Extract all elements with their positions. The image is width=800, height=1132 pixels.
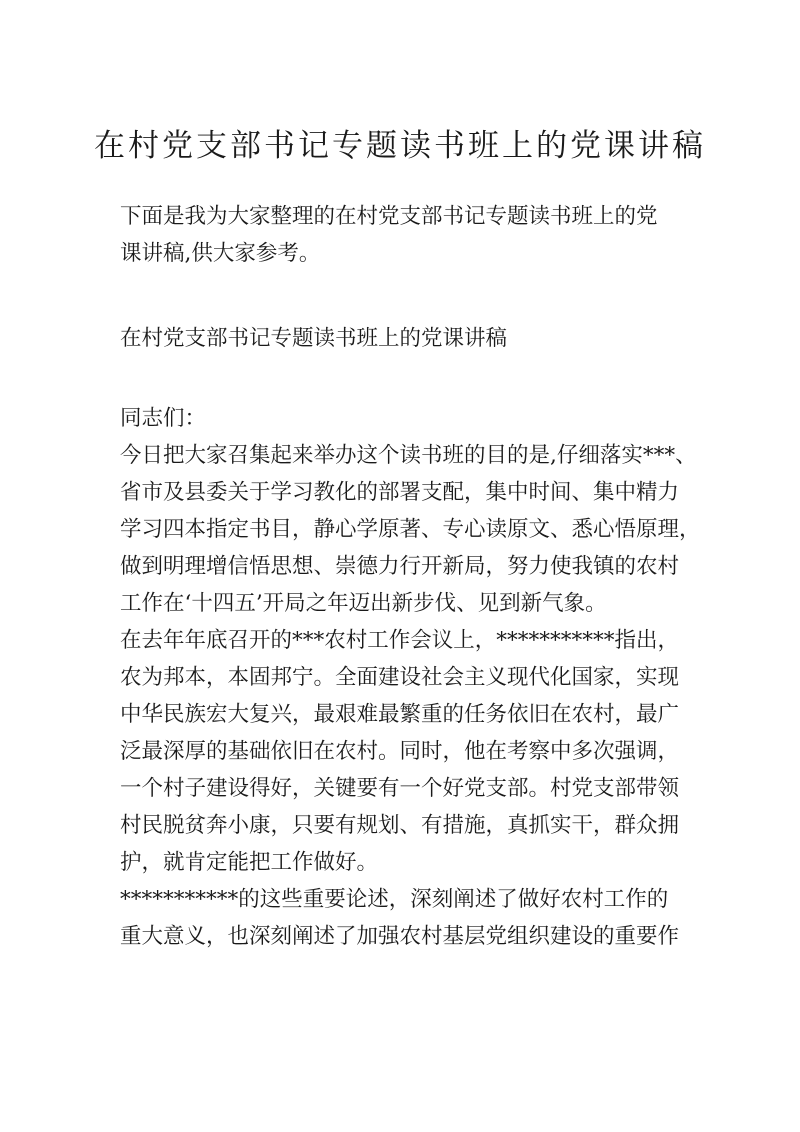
body-text (120, 400, 701, 955)
intro-paragraph (120, 198, 690, 272)
salutation-line: 同志们： (120, 406, 207, 431)
body-line: 重大意义，也深刻阐述了加强农村基层党组织建设的重要作 (120, 924, 680, 949)
document-title: 在村党支部书记专题读书班上的党课讲稿 (94, 128, 706, 164)
body-line: 农为邦本，本固邦宁。全面建设社会主义现代化国家，实现 (120, 665, 680, 690)
intro-line: 下面是我为大家整理的在村党支部书记专题读书班上的党 (120, 204, 658, 229)
body-line: 今日把大家召集起来举办这个读书班的目的是,仔细落实***、 (120, 443, 697, 468)
body-line: 泛最深厚的基础依旧在农村。同时，他在考察中多次强调， (120, 739, 680, 764)
body-line: 护，就肯定能把工作做好。 (120, 850, 379, 875)
body-line: 学习四本指定书目，静心学原著、专心读原文、悉心悟原理， (120, 517, 701, 542)
body-line: 村民脱贫奔小康，只要有规划、有措施，真抓实干，群众拥 (120, 813, 680, 838)
body-line: 在去年年底召开的***农村工作会议上，***********指出， (120, 628, 680, 653)
body-line: ***********的这些重要论述，深刻阐述了做好农村工作的 (120, 887, 669, 912)
body-line: 一个村子建设得好，关键要有一个好党支部。村党支部带领 (120, 776, 680, 801)
body-line: 中华民族宏大复兴，最艰难最繁重的任务依旧在农村，最广 (120, 702, 680, 727)
body-line: 省市及县委关于学习教化的部署支配，集中时间、集中精力 (120, 480, 680, 505)
document-subtitle (120, 320, 690, 357)
subtitle-line: 在村党支部书记专题读书班上的党课讲稿 (120, 326, 508, 351)
body-line: 做到明理增信悟思想、崇德力行开新局，努力使我镇的农村 (120, 554, 680, 579)
intro-line: 课讲稿,供大家参考。 (120, 241, 321, 266)
body-line: 工作在‘十四五’开局之年迈出新步伐、见到新气象。 (120, 591, 607, 616)
